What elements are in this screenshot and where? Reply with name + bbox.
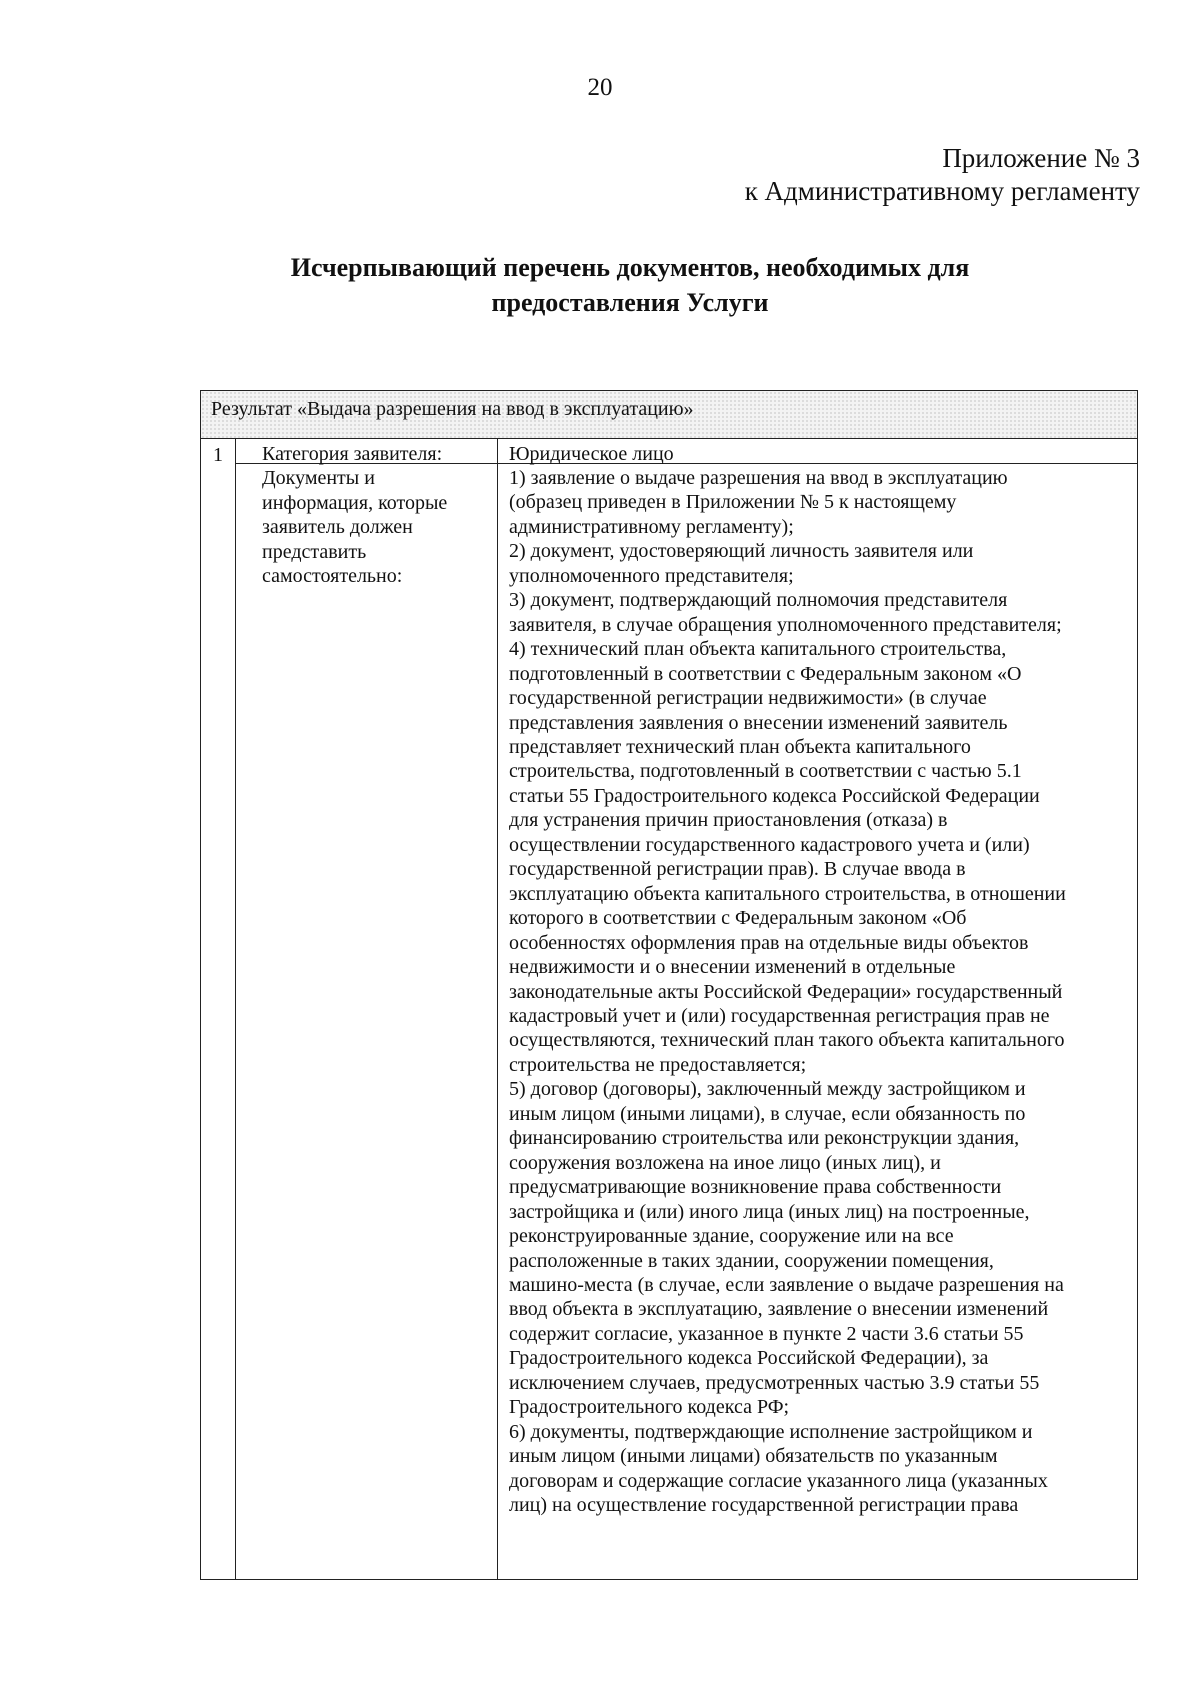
column-divider-label: [497, 439, 498, 1579]
document-list-line: статьи 55 Градостроительного кодекса Российской Федерации: [509, 784, 1040, 807]
document-list-line: представляет технический план объекта капитального: [509, 735, 971, 758]
document-list-line: содержит согласие, указанное в пункте 2 части 3.6 статьи 55: [509, 1322, 1024, 1345]
document-list-line: ввод объекта в эксплуатацию, заявление о внесении изменений: [509, 1298, 1049, 1321]
documents-label-line: представить: [262, 540, 367, 563]
document-list-line: особенностях оформления прав на отдельные виды объектов: [509, 931, 1029, 954]
document-list-line: 5) договор (договоры), заключенный между застройщиком и: [509, 1078, 1026, 1101]
document-list-line: Градостроительного кодекса РФ;: [509, 1396, 790, 1419]
document-list-line: кадастровый учет и (или) государственная регистрация прав не: [509, 1004, 1050, 1027]
document-list-line: эксплуатацию объекта капитального строительства, в отношении: [509, 882, 1066, 905]
column-divider-number: [235, 439, 236, 1579]
documents-label: [262, 466, 492, 589]
documents-label-line: информация, которые: [262, 491, 448, 514]
document-list-line: 1) заявление о выдаче разрешения на ввод в эксплуатацию: [509, 467, 1008, 489]
document-list-line: сооружения возложена на иное лицо (иных лиц), и: [509, 1151, 941, 1174]
appendix-regulation: к Административному регламенту: [744, 176, 1140, 206]
document-list-line: которого в соответствии с Федеральным законом «Об: [509, 907, 967, 930]
documents-label-line: самостоятельно:: [262, 565, 403, 587]
document-list-line: уполномоченного представителя;: [509, 564, 794, 587]
document-list-line: государственной регистрации недвижимости» (в случае: [509, 687, 987, 710]
document-list-line: договорам и содержащие согласие указанного лица (указанных: [509, 1469, 1048, 1492]
document-list-line: (образец приведен в Приложении № 5 к настоящему: [509, 491, 957, 514]
row-number: 1: [213, 444, 223, 466]
document-list-line: законодательные акты Российской Федерации» государственный: [509, 980, 1063, 1003]
documents-list: [509, 466, 1134, 1517]
documents-table: [200, 390, 1138, 1580]
document-list-line: исключением случаев, предусмотренных частью 3.9 статьи 55: [509, 1371, 1040, 1394]
document-list-line: застройщика и (или) иного лица (иных лиц) на построенные,: [509, 1200, 1030, 1223]
document-list-line: строительства не предоставляется;: [509, 1053, 807, 1076]
document-list-line: 3) документ, подтверждающий полномочия представителя: [509, 589, 1008, 612]
document-list-line: осуществлении государственного кадастрового учета и (или): [509, 833, 1030, 856]
appendix-number: Приложение № 3: [942, 143, 1140, 173]
document-list-line: иным лицом (иными лицами) обязательств по указанным: [509, 1445, 998, 1468]
document-list-line: 4) технический план объекта капитального строительства,: [509, 638, 1007, 661]
document-list-line: 6) документы, подтверждающие исполнение застройщиком и: [509, 1420, 1033, 1443]
result-header-row: [201, 391, 1137, 439]
document-list-line: расположенные в таких здании, сооружении помещения,: [509, 1249, 994, 1272]
category-value: Юридическое лицо: [509, 443, 674, 465]
document-list-line: 2) документ, удостоверяющий личность заявителя или: [509, 540, 974, 563]
document-title-line-2: предоставления Услуги: [491, 288, 769, 317]
document-list-line: заявителя, в случае обращения уполномоченного представителя;: [509, 613, 1062, 636]
documents-label-line: заявитель должен: [262, 516, 413, 538]
document-list-line: лиц) на осуществление государственной регистрации права: [509, 1494, 1019, 1517]
document-list-line: машино-места (в случае, если заявление о выдаче разрешения на: [509, 1273, 1064, 1296]
document-title-line-1: Исчерпывающий перечень документов, необходимых для: [290, 253, 970, 282]
document-list-line: реконструированные здание, сооружение или на все: [509, 1225, 954, 1248]
document-list-line: представления заявления о внесении изменений заявитель: [509, 711, 1008, 734]
document-list-line: Градостроительного кодекса Российской Федерации), за: [509, 1347, 989, 1370]
document-list-line: подготовленный в соответствии с Федеральным законом «О: [509, 662, 1022, 685]
page-number: 20: [587, 74, 613, 101]
document-list-line: строительства, подготовленный в соответствии с частью 5.1: [509, 760, 1022, 783]
document-list-line: финансированию строительства или реконструкции здания,: [509, 1127, 1020, 1150]
result-label: Результат «Выдача разрешения на ввод в эксплуатацию»: [211, 398, 694, 420]
appendix-reference: [745, 142, 1140, 208]
document-list-line: недвижимости и о внесении изменений в отдельные: [509, 956, 956, 979]
document-list-line: осуществляются, технический план такого объекта капитального: [509, 1029, 1065, 1052]
document-list-line: административному регламенту);: [509, 515, 794, 538]
document-list-line: иным лицом (иными лицами), в случае, если обязанность по: [509, 1102, 1026, 1125]
document-list-line: государственной регистрации прав). В случае ввода в: [509, 858, 966, 881]
category-label: Категория заявителя:: [262, 443, 443, 465]
document-list-line: для устранения причин приостановления (отказа) в: [509, 809, 948, 832]
document-list-line: предусматривающие возникновение права собственности: [509, 1176, 1002, 1199]
document-title: [230, 250, 1030, 320]
documents-label-line: Документы и: [262, 467, 375, 489]
